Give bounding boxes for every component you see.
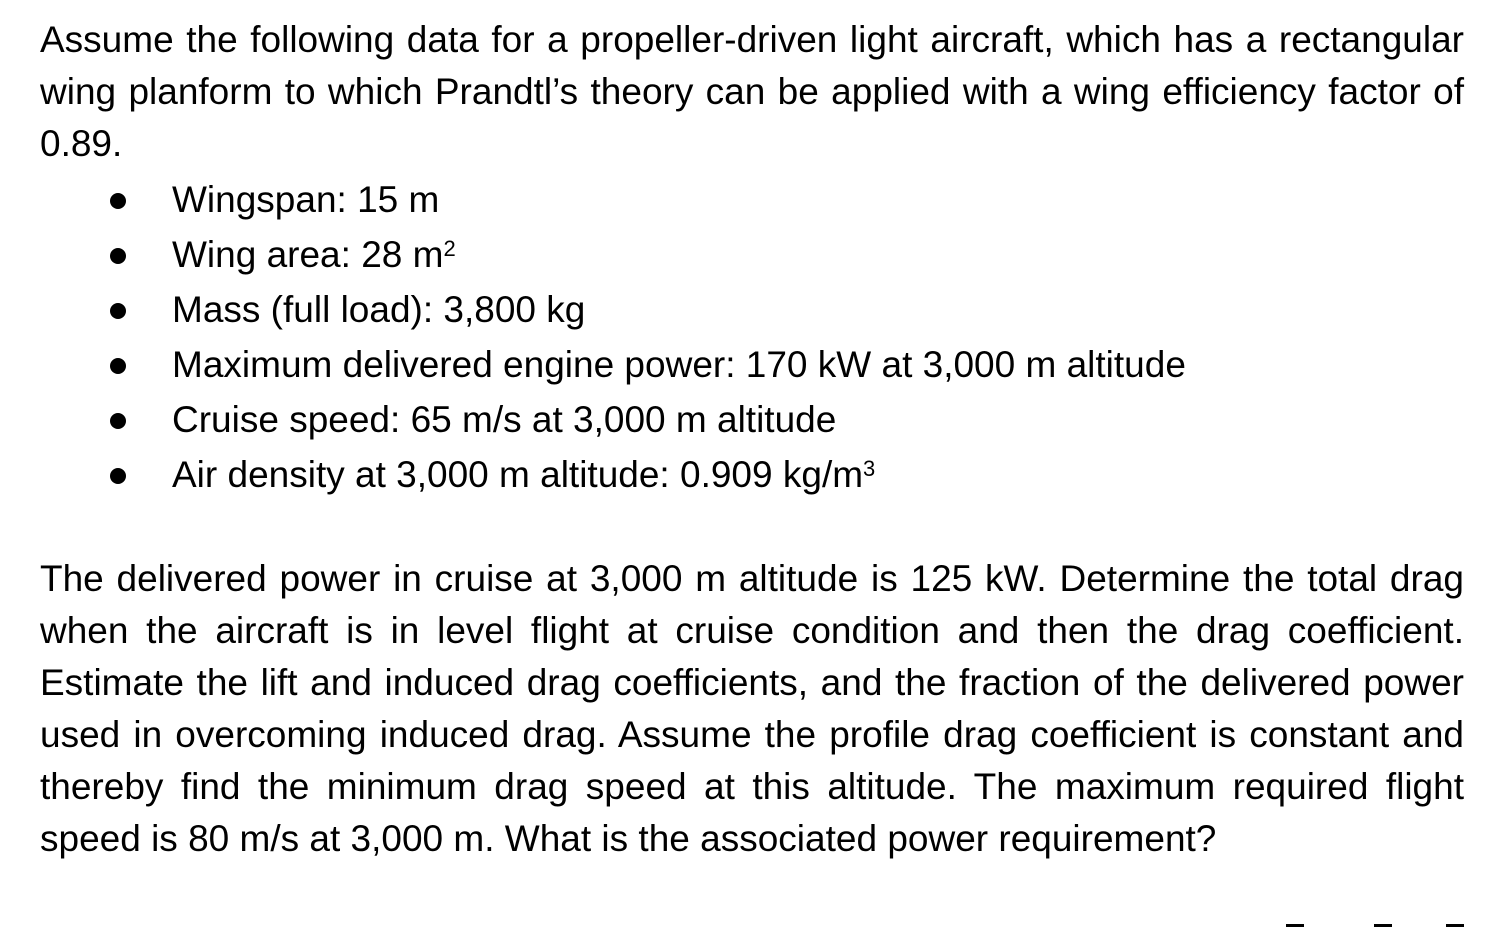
list-item-air-density [40,447,1464,502]
list-item-text: Cruise speed: 65 m/s at 3,000 m altitude [172,399,837,440]
bullet-icon [110,413,126,429]
cropped-text-fragment [1374,924,1392,927]
list-item-superscript: 3 [863,455,876,481]
bullet-icon [110,303,126,319]
list-item-text: Air density at 3,000 m altitude: 0.909 kg/m [172,454,864,495]
problem-statement [40,14,1464,865]
list-item-text: Wing area: 28 m [172,234,444,275]
paragraph-spacer [40,502,1464,553]
bullet-icon [110,468,126,484]
bullet-icon [110,248,126,264]
list-item-superscript: 2 [443,235,456,261]
list-item-engine-power [40,337,1464,392]
list-item-cruise-speed [40,392,1464,447]
cropped-text-fragment [1446,924,1464,927]
list-item-wingspan [40,172,1464,227]
bullet-icon [110,358,126,374]
question-paragraph: The delivered power in cruise at 3,000 m altitude is 125 kW. Determine the total drag when the aircraft is in level flight at cruise condition and then the drag coefficient. Estimate the lift and induced drag coefficients, and the fraction of the delivered power used in overcoming induced drag. Assume the profile drag coefficient is constant and thereby find the minimum drag speed at this altitude. The maximum required flight speed is 80 m/s at 3,000 m. What is the associated power requirement? [40,558,1464,859]
list-item-text: Wingspan: 15 m [172,179,440,220]
bullet-icon [110,193,126,209]
cropped-text-fragment [1286,924,1304,927]
list-item-text: Mass (full load): 3,800 kg [172,289,586,330]
intro-paragraph: Assume the following data for a propeller-driven light aircraft, which has a rectangular wing planform to which Prandtl’s theory can be applied with a wing efficiency factor of 0.89. [40,19,1464,164]
list-item-mass [40,282,1464,337]
aircraft-data-list [40,172,1464,502]
list-item-text: Maximum delivered engine power: 170 kW at 3,000 m altitude [172,344,1186,385]
list-item-wing-area [40,227,1464,282]
